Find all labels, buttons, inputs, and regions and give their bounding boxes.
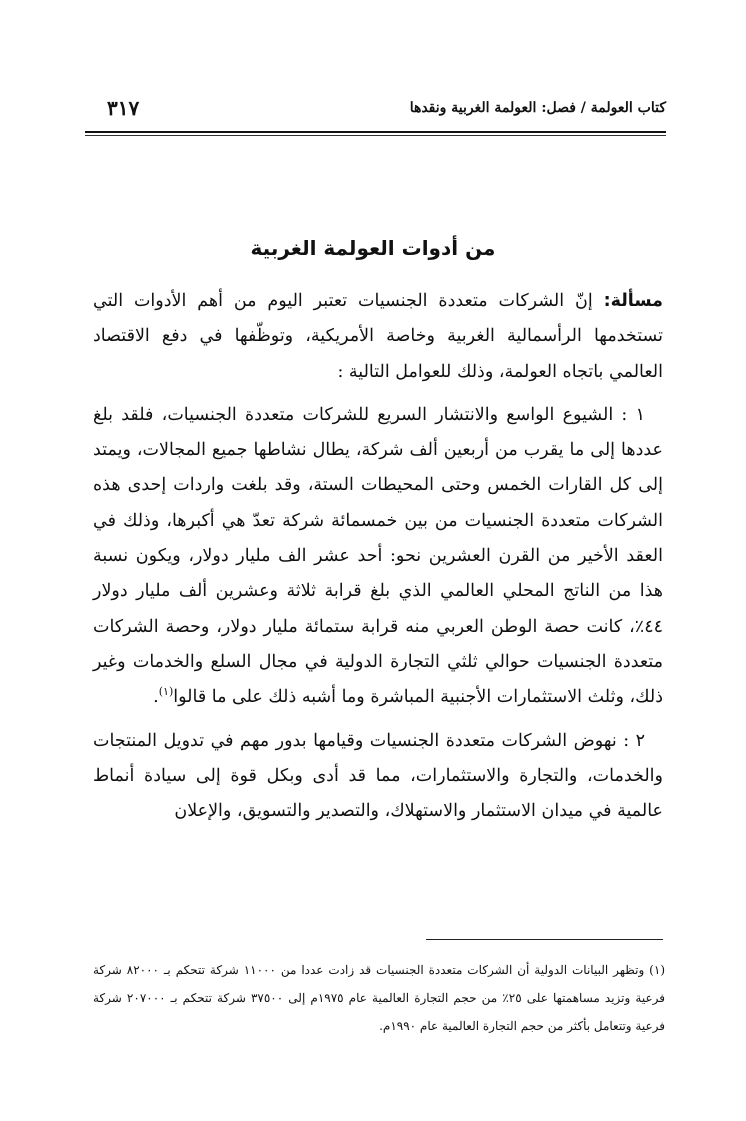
- point-1-paragraph: [93, 398, 663, 716]
- point-1-text: ١ : الشيوع الواسع والانتشار السريع للشركات متعددة الجنسيات، فلقد بلغ عددها إلى ما يقرب من أربعين ألف شركة، يطال نشاطها جميع المجالات، ويمتد إلى كل القارات الخمس وحتى المحيطات الستة، وقد بلغت واردات إحدى هذه الشركات متعددة الجنسيات من بين خمسمائة شركة تعدّ هي أكبرها، وذلك في العقد الأخير من القرن العشرين نحو: أحد عشر الف مليار دولار، ويكون نسبة هذا من الناتج المحلي العالمي الذي بلغ قرابة ثلاثة وعشرين ألف مليار دولار ٤٤٪، كانت حصة الوطن العربي منه قرابة ستمائة مليار دولار، وحصة الشركات متعددة الجنسيات حوالي ثلثي التجارة الدولية في مجال السلع والخدمات وغير ذلك، وثلث الاستثمارات الأجنبية المباشرة وما أشبه ذلك على ما قالوا: [93, 404, 663, 708]
- point-1-end: .: [153, 687, 159, 708]
- header-rule: [85, 131, 666, 133]
- running-header: [85, 96, 666, 126]
- intro-lead: مسألة:: [603, 291, 663, 311]
- header-rule-thin: [85, 135, 666, 136]
- intro-paragraph: [93, 284, 663, 390]
- body-text: [93, 284, 663, 837]
- page-number: ٣١٧: [107, 96, 140, 120]
- footnote-reference[interactable]: (١): [158, 685, 174, 699]
- section-title: من أدوات العولمة الغربية: [250, 236, 496, 260]
- intro-text: إنّ الشركات متعددة الجنسيات تعتبر اليوم من أهم الأدوات التي تستخدمها الرأسمالية الغربية وخاصة الأمريكية، وتوظّفها في دفع الاقتصاد العالمي باتجاه العولمة، وذلك للعوامل التالية :: [93, 291, 663, 382]
- footnote-1: (١) وتظهر البيانات الدولية أن الشركات متعددة الجنسيات قد زادت عددا من ١١٠٠٠ شركة تتحكم بـ ٨٢٠٠٠ شركة فرعية وتزيد مساهمتها على ٢٥٪ من حجم التجارة العالمية عام ١٩٧٥م إلى ٣٧٥٠٠ شركة تتحكم بـ ٢٠٧٠٠٠ شركة فرعية وتتعامل بأكثر من حجم التجارة العالمية عام ١٩٩٠م.: [93, 963, 665, 1033]
- footnote-separator: [426, 939, 663, 940]
- footnotes: [93, 956, 665, 1040]
- running-title: كتاب العولمة / فصل: العولمة الغربية ونقدها: [409, 100, 666, 116]
- point-2-paragraph: [93, 724, 663, 830]
- point-2-text: ٢ : نهوض الشركات متعددة الجنسيات وقيامها بدور مهم في تدويل المنتجات والخدمات، والتجارة والاستثمارات، مما قد أدى وبكل قوة إلى سيادة أنماط عالمية في ميدان الاستثمار والاستهلاك، والتصدير والتسويق، والإعلان: [93, 730, 663, 822]
